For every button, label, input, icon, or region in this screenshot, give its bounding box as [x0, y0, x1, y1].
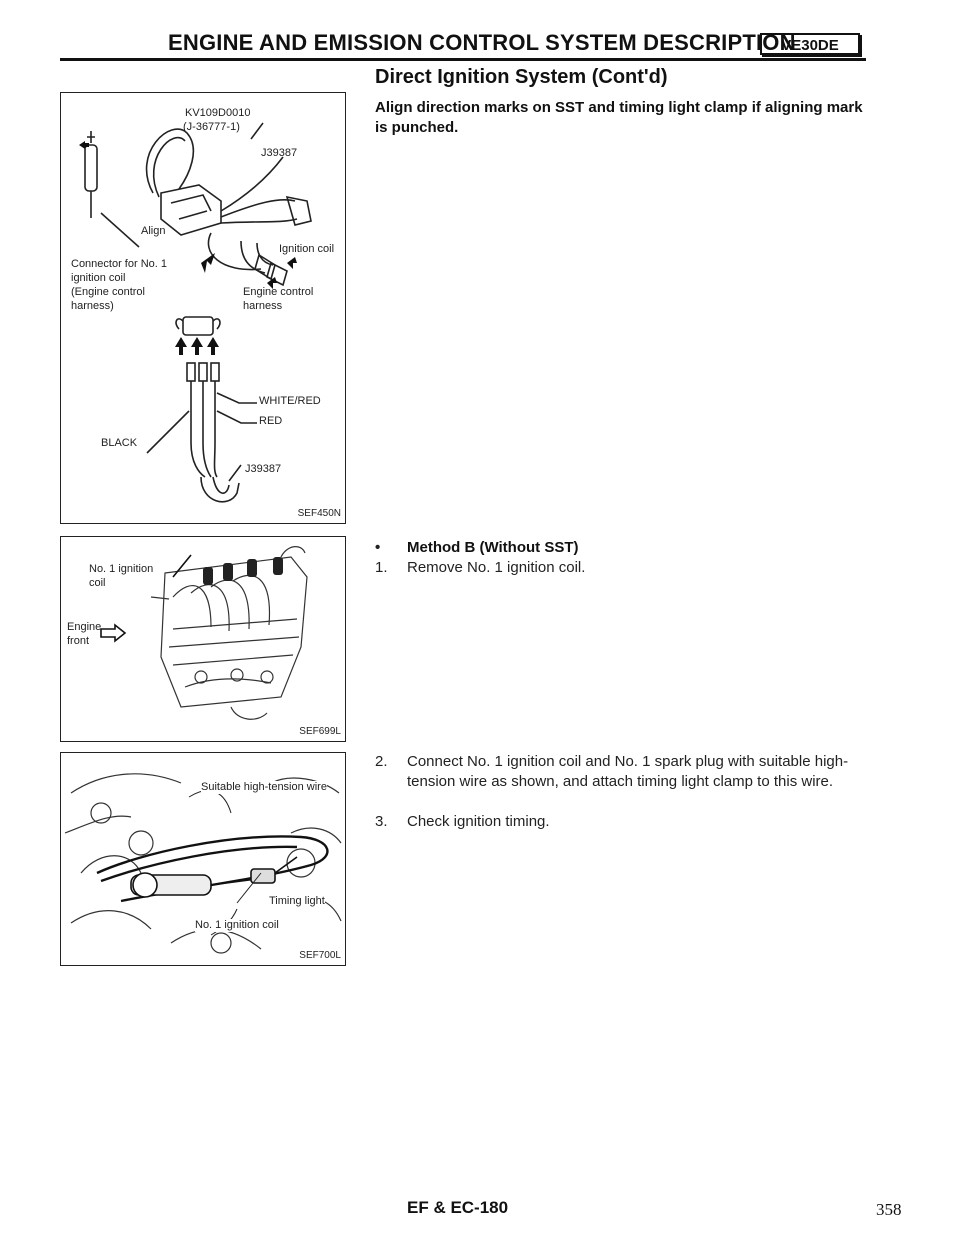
fig1-harness-1: Engine control	[243, 286, 314, 298]
fig2-coil-1: No. 1 ignition	[89, 563, 154, 575]
fig1-harness-2: harness	[243, 300, 283, 312]
method-b-heading: Method B (Without SST)	[407, 539, 579, 556]
fig1-tool-alt: (J-36777-1)	[183, 121, 240, 133]
section-subtitle: Direct Ignition System (Cont'd)	[375, 66, 668, 88]
step-3-text: Check ignition timing.	[407, 813, 550, 830]
header-rule	[60, 58, 866, 61]
figure-sst-connector	[60, 92, 346, 524]
fig1-j-top: J39387	[261, 147, 298, 159]
fig3-wire: Suitable high-tension wire	[201, 781, 327, 793]
fig3-code: SEF700L	[299, 950, 341, 961]
fig3-timing: Timing light	[269, 895, 325, 907]
fig2-front-1: Engine	[67, 621, 102, 633]
fig1-j-bottom: J39387	[245, 463, 282, 475]
page-title: ENGINE AND EMISSION CONTROL SYSTEM DESCRIPTION	[168, 30, 796, 55]
fig1-red: RED	[259, 415, 283, 427]
fig1-connector-4: harness)	[71, 300, 114, 312]
step-3-number: 3.	[375, 813, 388, 830]
fig1-connector-1: Connector for No. 1	[71, 258, 167, 270]
fig3-coil: No. 1 ignition coil	[195, 919, 279, 931]
engine-badge: VE30DE	[760, 33, 860, 55]
step-1-number: 1.	[375, 559, 388, 576]
fig2-front-2: front	[67, 635, 90, 647]
fig1-code: SEF450N	[297, 508, 341, 519]
fig1-connector-3: (Engine control	[71, 286, 145, 298]
fig2-code: SEF699L	[299, 726, 341, 737]
fig1-white-red: WHITE/RED	[259, 395, 321, 407]
step-1-text: Remove No. 1 ignition coil.	[407, 559, 586, 576]
step-2-text: Connect No. 1 ignition coil and No. 1 spark plug with suitable high-tension wire as shown, and attach timing light clamp to this wire.	[407, 753, 849, 790]
figure-timing-light	[60, 752, 346, 966]
fig1-connector-2: ignition coil	[71, 272, 126, 284]
fig2-coil-2: coil	[89, 577, 106, 589]
page-number: 358	[876, 1200, 902, 1219]
fig1-align: Align	[141, 225, 166, 237]
intro-paragraph: Align direction marks on SST and timing light clamp if aligning mark is punched.	[375, 99, 863, 136]
method-b-bullet: •	[375, 539, 381, 556]
section-page-code: EF & EC-180	[407, 1198, 509, 1217]
fig1-black: BLACK	[101, 437, 138, 449]
fig1-tool-number: KV109D0010	[185, 107, 251, 119]
step-2-number: 2.	[375, 753, 388, 770]
fig1-ignition-coil: Ignition coil	[279, 243, 335, 255]
figure-engine-coil	[60, 536, 346, 742]
